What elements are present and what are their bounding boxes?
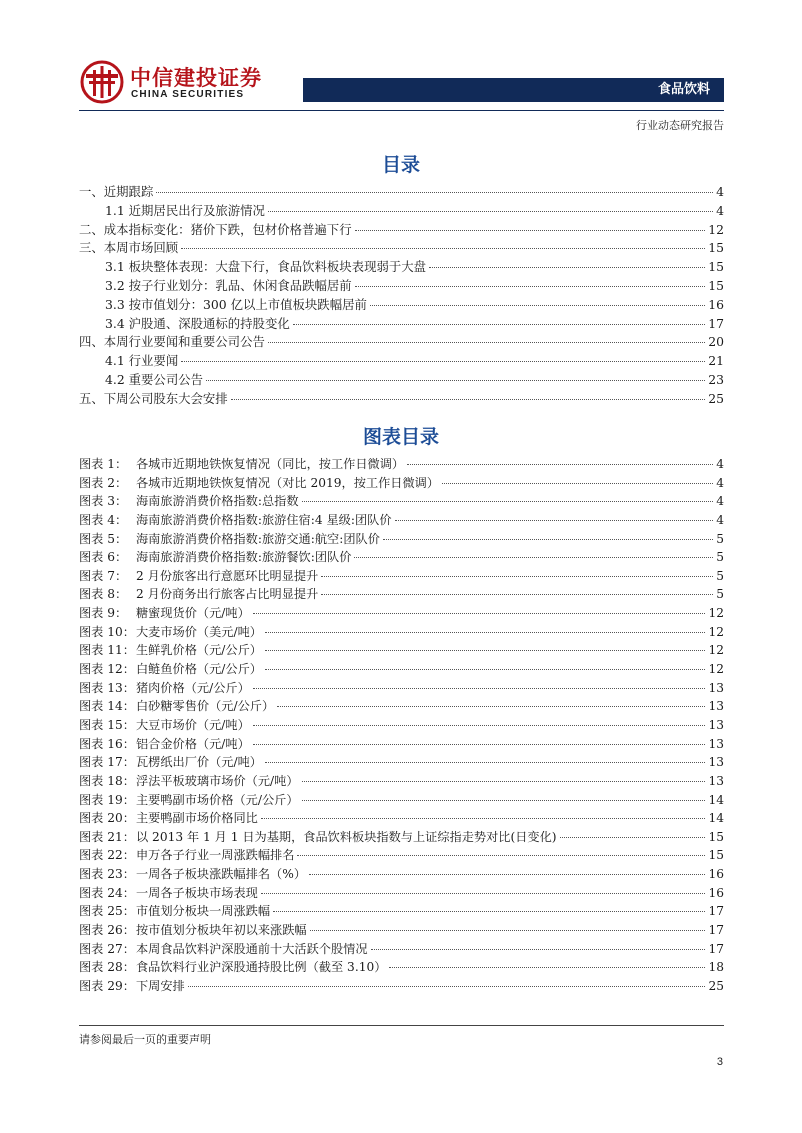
figure-number: 图表 15：	[79, 717, 135, 732]
china-securities-logo-icon	[80, 60, 124, 104]
figure-page: 4	[716, 494, 724, 509]
figure-page: 13	[708, 680, 724, 695]
figure-entry[interactable]	[79, 958, 724, 977]
leader-dots	[407, 464, 713, 465]
figure-entry[interactable]	[79, 530, 724, 549]
figure-entry[interactable]	[79, 772, 724, 791]
leader-dots	[297, 855, 705, 856]
figure-title: 各城市近期地铁恢复情况（同比，按工作日微调）	[136, 457, 405, 471]
leader-dots	[321, 594, 713, 595]
toc-entry[interactable]	[79, 221, 724, 240]
leader-dots	[293, 324, 705, 325]
figure-entry[interactable]	[79, 865, 724, 884]
toc-entry-page: 20	[708, 334, 724, 350]
leader-dots	[261, 818, 706, 819]
figure-title: 本周食品饮料沪深股通前十大活跃个股情况	[136, 941, 368, 956]
figure-page: 17	[708, 904, 724, 919]
figure-title: 食品饮料行业沪深股通持股比例（截至 3.10）	[136, 960, 387, 975]
figure-entry[interactable]	[79, 660, 724, 679]
figure-page: 12	[708, 624, 724, 639]
toc-title: 目录	[381, 154, 420, 176]
figure-entry[interactable]	[79, 828, 724, 847]
toc-entry-page: 25	[708, 390, 724, 406]
figure-page: 18	[708, 960, 724, 975]
page-header	[0, 0, 802, 150]
toc-entry[interactable]	[79, 371, 724, 390]
leader-dots	[302, 800, 706, 801]
leader-dots	[354, 557, 713, 558]
figure-page: 13	[708, 717, 724, 732]
leader-dots	[268, 211, 713, 212]
figure-title: 下周安排	[136, 978, 185, 993]
figure-entry[interactable]	[79, 846, 724, 865]
figure-number: 图表 12：	[79, 662, 135, 677]
leader-dots	[156, 192, 713, 193]
figure-page: 4	[716, 512, 724, 527]
figure-number: 图表 13：	[79, 680, 135, 695]
figure-entry[interactable]	[79, 623, 724, 642]
figure-entry[interactable]	[79, 641, 724, 660]
figure-number: 图表 10：	[79, 624, 135, 639]
brand-name-english: CHINA SECURITIES	[131, 89, 245, 100]
figure-title: 市值划分板块一周涨跌幅	[136, 904, 271, 919]
toc-entry-label: 三、本周市场回顾	[79, 240, 179, 256]
toc-entry[interactable]	[79, 239, 724, 258]
figure-title: 各城市近期地铁恢复情况（对比 2019，按工作日微调）	[136, 475, 440, 490]
figure-entry[interactable]	[79, 548, 724, 567]
figure-title: 白鲢鱼价格（元/公斤）	[136, 662, 262, 677]
leader-dots	[309, 874, 705, 875]
figure-page: 13	[708, 699, 724, 714]
leader-dots	[371, 949, 706, 950]
figure-entry[interactable]	[79, 604, 724, 623]
figure-entry[interactable]	[79, 585, 724, 604]
figure-number: 图表 19：	[79, 792, 135, 807]
table-of-contents	[79, 183, 724, 409]
toc-entry[interactable]	[79, 352, 724, 371]
leader-dots	[231, 399, 706, 400]
figure-number: 图表 17：	[79, 755, 135, 770]
figure-entry[interactable]	[79, 716, 724, 735]
toc-entry[interactable]	[79, 277, 724, 296]
figure-title: 主要鸭副市场价格同比	[136, 811, 258, 826]
leader-dots	[253, 613, 706, 614]
figure-title: 海南旅游消费价格指数:旅游交通:航空:团队价	[136, 531, 380, 546]
leader-dots	[442, 483, 713, 484]
leader-dots	[268, 342, 705, 343]
leader-dots	[265, 632, 706, 633]
leader-dots	[265, 762, 706, 763]
toc-entry[interactable]	[79, 390, 724, 409]
report-type-label: 行业动态研究报告	[636, 119, 724, 132]
figure-title: 以 2013 年 1 月 1 日为基期，食品饮料板块指数与上证综指走势对比(日变化)	[136, 829, 557, 844]
figure-page: 14	[708, 811, 724, 826]
toc-entry[interactable]	[79, 183, 724, 202]
figure-number: 图表 3：	[79, 494, 128, 509]
brand-name-chinese: 中信建投证券	[130, 66, 262, 90]
toc-entry-label: 五、下周公司股东大会安排	[79, 390, 228, 406]
figure-entry[interactable]	[79, 679, 724, 698]
toc-entry-label: 1.1 近期居民出行及旅游情况	[105, 202, 265, 218]
figure-page: 12	[708, 606, 724, 621]
leader-dots	[321, 576, 713, 577]
leader-dots	[181, 361, 705, 362]
figure-title: 大麦市场价（美元/吨）	[136, 624, 262, 639]
leader-dots	[253, 725, 706, 726]
figure-number: 图表 22：	[79, 848, 135, 863]
leader-dots	[181, 248, 705, 249]
figure-title: 海南旅游消费价格指数:旅游餐饮:团队价	[136, 550, 352, 565]
figure-entry[interactable]	[79, 567, 724, 586]
figure-number: 图表 23：	[79, 867, 135, 882]
figure-title: 铝合金价格（元/吨）	[136, 736, 250, 751]
toc-entry-label: 3.3 按市值划分：300 亿以上市值板块跌幅居前	[105, 296, 367, 312]
figure-page: 17	[708, 941, 724, 956]
toc-entry[interactable]	[79, 333, 724, 352]
figures-list	[79, 455, 724, 996]
figure-entry[interactable]	[79, 791, 724, 810]
toc-entry[interactable]	[79, 315, 724, 334]
figure-entry[interactable]	[79, 474, 724, 493]
figure-number: 图表 16：	[79, 736, 135, 751]
toc-entry-page: 15	[708, 277, 724, 293]
figure-number: 图表 25：	[79, 904, 135, 919]
figure-page: 16	[708, 885, 724, 900]
figure-page: 16	[708, 867, 724, 882]
toc-entry-page: 17	[708, 315, 724, 331]
toc-entry-label: 3.2 按子行业划分：乳品、休闲食品跌幅居前	[105, 277, 352, 293]
figure-entry[interactable]	[79, 753, 724, 772]
figure-page: 5	[716, 568, 724, 583]
industry-banner: 食品饮料	[303, 78, 724, 102]
disclaimer-note: 请参阅最后一页的重要声明	[79, 1033, 211, 1046]
figure-page: 5	[716, 531, 724, 546]
toc-entry-label: 二、成本指标变化：猪价下跌，包材价格普遍下行	[79, 221, 352, 237]
figure-title: 白砂糖零售价（元/公斤）	[136, 699, 275, 714]
figure-page: 15	[708, 829, 724, 844]
figure-page: 15	[708, 848, 724, 863]
figure-page: 12	[708, 662, 724, 677]
leader-dots	[395, 520, 714, 521]
figure-title: 2 月份商务出行旅客占比明显提升	[136, 587, 319, 602]
figure-page: 13	[708, 736, 724, 751]
leader-dots	[389, 967, 705, 968]
figure-page: 17	[708, 923, 724, 938]
page-number: 3	[716, 1056, 723, 1068]
figure-page: 4	[716, 475, 724, 490]
toc-entry-page: 15	[708, 240, 724, 256]
figure-number: 图表 20：	[79, 811, 135, 826]
figure-page: 5	[716, 587, 724, 602]
leader-dots	[265, 650, 706, 651]
figure-number: 图表 18：	[79, 773, 135, 788]
leader-dots	[277, 706, 705, 707]
figure-entry[interactable]	[79, 492, 724, 511]
figure-title: 海南旅游消费价格指数:旅游住宿:4 星级:团队价	[136, 512, 392, 527]
toc-entry[interactable]	[79, 202, 724, 221]
figure-title: 申万各子行业一周涨跌幅排名	[136, 848, 295, 863]
leader-dots	[302, 501, 714, 502]
figure-entry[interactable]	[79, 809, 724, 828]
figure-title: 大豆市场价（元/吨）	[136, 717, 250, 732]
toc-entry-page: 21	[708, 353, 724, 369]
leader-dots	[253, 688, 706, 689]
figure-number: 图表 9：	[79, 606, 128, 621]
figure-number: 图表 21：	[79, 829, 135, 844]
toc-entry-page: 4	[716, 202, 724, 218]
figure-number: 图表 14：	[79, 699, 135, 714]
toc-entry-label: 四、本周行业要闻和重要公司公告	[79, 334, 265, 350]
figure-number: 图表 7：	[79, 568, 128, 583]
figure-number: 图表 27：	[79, 941, 135, 956]
figure-page: 13	[708, 773, 724, 788]
figure-number: 图表 1：	[79, 457, 128, 471]
toc-entry-page: 4	[716, 184, 724, 199]
figure-title: 瓦楞纸出厂价（元/吨）	[136, 755, 262, 770]
figure-title: 糖蜜现货价（元/吨）	[136, 606, 250, 621]
leader-dots	[188, 986, 706, 987]
figure-entry[interactable]	[79, 921, 724, 940]
toc-entry-page: 12	[708, 221, 724, 237]
leader-dots	[355, 286, 706, 287]
figure-title: 按市值划分板块年初以来涨跌幅	[136, 923, 307, 938]
figure-number: 图表 2：	[79, 475, 128, 490]
toc-entry-label: 4.1 行业要闻	[105, 353, 179, 369]
toc-entry-page: 23	[708, 371, 724, 387]
figure-title: 猪肉价格（元/公斤）	[136, 680, 250, 695]
figure-page: 12	[708, 643, 724, 658]
figure-title: 2 月份旅客出行意愿环比明显提升	[136, 568, 319, 583]
figure-entry[interactable]	[79, 902, 724, 921]
leader-dots	[383, 539, 713, 540]
figure-number: 图表 8：	[79, 587, 128, 602]
header-divider	[79, 110, 724, 111]
figure-entry[interactable]	[79, 884, 724, 903]
toc-entry[interactable]	[79, 296, 724, 315]
toc-entry[interactable]	[79, 258, 724, 277]
figures-toc-title: 图表目录	[362, 426, 439, 448]
footer-divider	[79, 1025, 724, 1026]
figure-page: 13	[708, 755, 724, 770]
figure-entry[interactable]	[79, 697, 724, 716]
figure-number: 图表 5：	[79, 531, 128, 546]
figure-title: 生鲜乳价格（元/公斤）	[136, 643, 262, 658]
toc-entry-label: 3.4 沪股通、深股通标的持股变化	[105, 315, 290, 331]
leader-dots	[310, 930, 706, 931]
figure-title: 浮法平板玻璃市场价（元/吨）	[136, 773, 299, 788]
leader-dots	[265, 669, 706, 670]
leader-dots	[560, 837, 706, 838]
leader-dots	[273, 911, 705, 912]
figure-entry[interactable]	[79, 940, 724, 959]
figure-entry[interactable]	[79, 735, 724, 754]
figure-title: 一周各子板块涨跌幅排名（%）	[136, 867, 307, 882]
figure-page: 5	[716, 550, 724, 565]
toc-entry-page: 15	[708, 259, 724, 275]
figure-page: 14	[708, 792, 724, 807]
figure-number: 图表 29：	[79, 978, 135, 993]
leader-dots	[370, 305, 705, 306]
figure-entry[interactable]	[79, 455, 724, 474]
leader-dots	[429, 267, 705, 268]
figure-number: 图表 26：	[79, 923, 135, 938]
figure-title: 主要鸭副市场价格（元/公斤）	[136, 792, 299, 807]
figure-title: 一周各子板块市场表现	[136, 885, 258, 900]
figure-number: 图表 4：	[79, 512, 128, 527]
toc-entry-label: 4.2 重要公司公告	[105, 371, 203, 387]
figure-title: 海南旅游消费价格指数:总指数	[136, 494, 299, 509]
figure-entry[interactable]	[79, 977, 724, 996]
figure-number: 图表 11：	[79, 643, 135, 658]
leader-dots	[302, 781, 706, 782]
leader-dots	[261, 893, 706, 894]
toc-entry-label: 3.1 板块整体表现：大盘下行，食品饮料板块表现弱于大盘	[105, 259, 427, 275]
figure-page: 4	[716, 457, 724, 471]
leader-dots	[206, 380, 705, 381]
figure-number: 图表 28：	[79, 960, 135, 975]
leader-dots	[253, 744, 706, 745]
leader-dots	[355, 230, 706, 231]
figure-number: 图表 24：	[79, 885, 135, 900]
figure-entry[interactable]	[79, 511, 724, 530]
figure-number: 图表 6：	[79, 550, 128, 565]
toc-entry-label: 一、近期跟踪	[79, 184, 154, 199]
figure-page: 25	[708, 978, 724, 993]
toc-entry-page: 16	[708, 296, 724, 312]
